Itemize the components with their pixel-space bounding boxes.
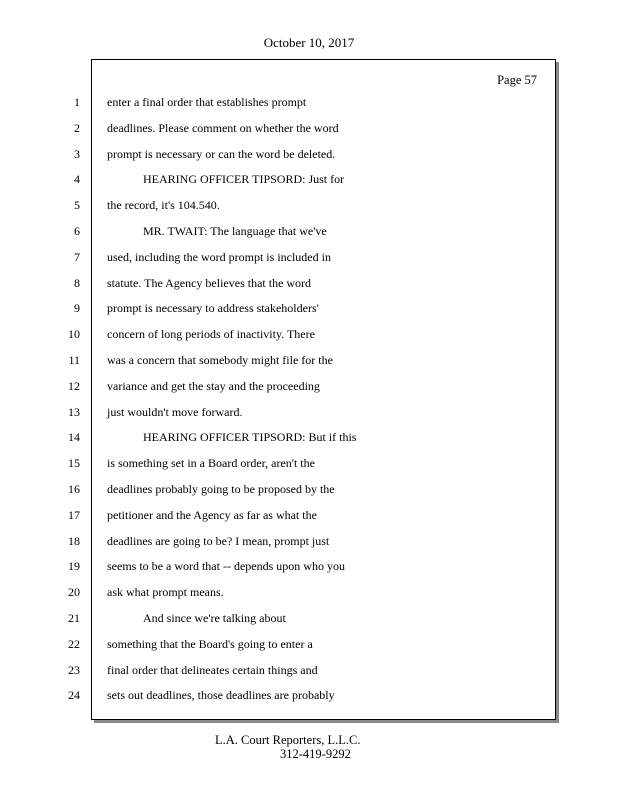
line-number: 17 (68, 507, 80, 522)
line-number: 24 (68, 688, 80, 703)
court-reporter-name: L.A. Court Reporters, L.L.C. (215, 733, 361, 747)
transcript-line: enter a final order that establishes prompt (107, 95, 307, 109)
line-number: 23 (68, 662, 80, 677)
transcript-line: just wouldn't move forward. (107, 404, 243, 419)
line-number: 11 (68, 353, 80, 367)
transcript-line: ask what prompt means. (107, 585, 224, 600)
transcript-line: variance and get the stay and the proceeding (107, 378, 320, 393)
transcript-line: the record, it's 104.540. (107, 198, 220, 213)
line-number: 6 (74, 224, 80, 238)
transcript-line: And since we're talking about (143, 611, 286, 625)
line-number: 7 (74, 249, 80, 264)
court-reporter-phone: 312-419-9292 (280, 747, 351, 761)
transcript-line: deadlines probably going to be proposed by the (107, 482, 335, 496)
transcript-line: deadlines. Please comment on whether the word (107, 120, 339, 135)
transcript-line: final order that delineates certain things and (107, 662, 318, 677)
line-number: 8 (74, 275, 80, 290)
transcript-line: used, including the word prompt is included in (107, 249, 331, 264)
line-number: 21 (68, 611, 80, 625)
line-number: 9 (74, 301, 80, 316)
line-number: 2 (74, 120, 80, 135)
transcript-line: was a concern that somebody might file for the (107, 353, 333, 367)
line-number: 13 (68, 404, 80, 419)
line-number: 5 (74, 198, 80, 213)
line-number: 20 (68, 585, 80, 600)
transcript-line: is something set in a Board order, aren't the (107, 456, 315, 471)
line-number: 18 (68, 533, 80, 548)
page-number: Page 57 (497, 73, 537, 87)
line-number: 14 (68, 430, 80, 445)
transcript-line: prompt is necessary to address stakeholders' (107, 301, 319, 316)
transcript-line: sets out deadlines, those deadlines are probably (107, 688, 335, 703)
transcript-line: MR. TWAIT: The language that we've (143, 224, 327, 238)
transcript-line: HEARING OFFICER TIPSORD: But if this (143, 430, 357, 445)
line-number: 10 (68, 327, 80, 342)
line-number: 12 (68, 378, 80, 393)
line-number: 1 (74, 95, 80, 109)
line-number: 15 (68, 456, 80, 471)
transcript-line: deadlines are going to be? I mean, prompt just (107, 533, 330, 548)
line-number: 3 (74, 146, 80, 161)
transcript-line: prompt is necessary or can the word be deleted. (107, 146, 336, 161)
transcript-line: statute. The Agency believes that the word (107, 275, 312, 290)
transcript-line: concern of long periods of inactivity. There (107, 327, 315, 342)
line-number: 16 (68, 482, 80, 496)
line-number: 4 (74, 172, 80, 187)
line-number: 22 (68, 636, 80, 651)
transcript-line: HEARING OFFICER TIPSORD: Just for (143, 172, 345, 187)
transcript-line: seems to be a word that -- depends upon who you (107, 559, 345, 574)
transcript-line: something that the Board's going to enter a (107, 636, 313, 651)
transcript-line: petitioner and the Agency as far as what the (107, 507, 317, 522)
line-number: 19 (68, 559, 80, 574)
transcript-date: October 10, 2017 (263, 35, 355, 50)
